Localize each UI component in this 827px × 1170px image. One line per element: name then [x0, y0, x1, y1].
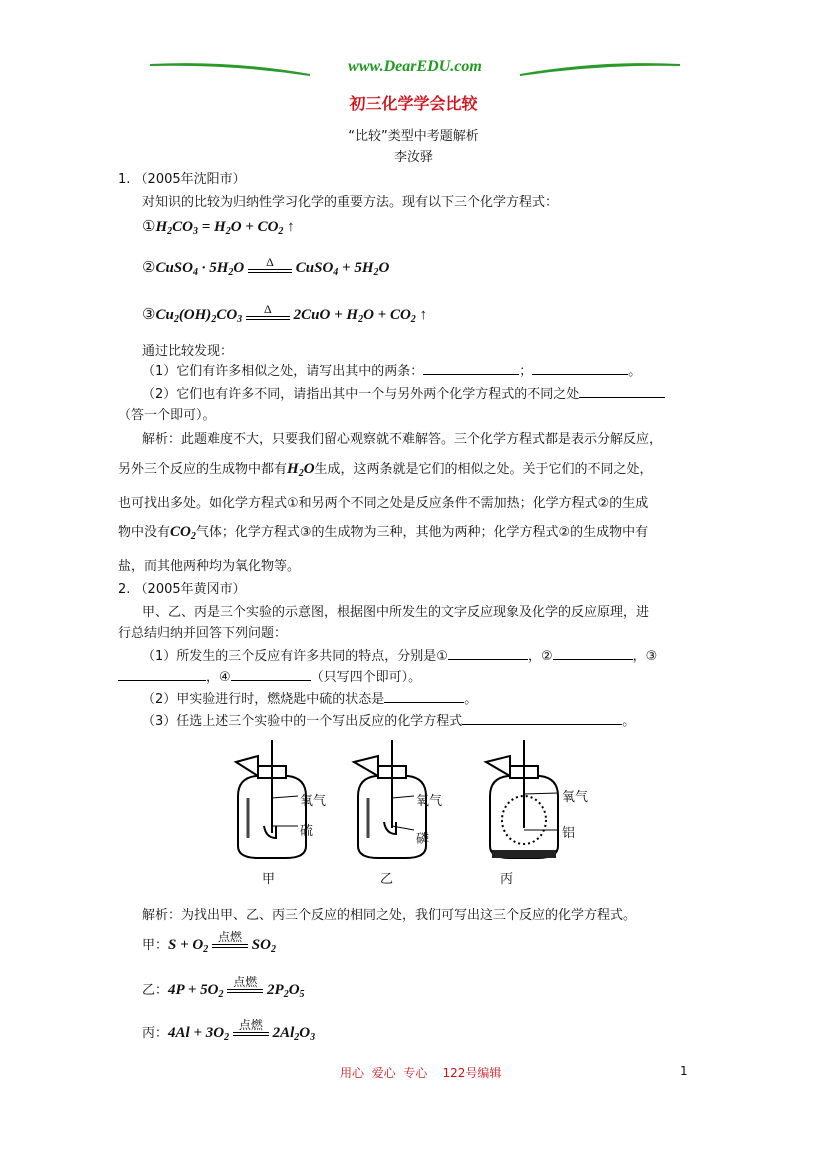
eq-marker-2: ②: [142, 260, 156, 276]
footer-text: 用心 爱心 专心 122号编辑: [340, 1066, 502, 1080]
q1-intro: 对知识的比较为归纳性学习化学的重要方法。现有以下三个化学方程式：: [142, 195, 559, 210]
q2-sub3: [142, 710, 635, 729]
answer-blank[interactable]: [462, 713, 622, 725]
q2-sub2-a: （2）甲实验进行时，燃烧匙中硫的状态是: [142, 692, 385, 707]
eq-marker-1: ①: [142, 219, 156, 235]
eq-bing-label: 丙：: [142, 1026, 169, 1041]
q2-sub1-e: （只写四个即可）。: [310, 670, 422, 685]
site-name[interactable]: www.DearEDU.com: [348, 58, 482, 75]
header-banner: [150, 58, 680, 80]
answer-blank[interactable]: [423, 363, 519, 375]
q2-sub2: [142, 688, 477, 707]
answer-blank[interactable]: [231, 669, 311, 681]
label-phosphorus: 磷: [416, 832, 430, 847]
answer-blank[interactable]: [532, 363, 628, 375]
ignite-label-1: 点燃: [217, 930, 242, 945]
label-jia: 甲: [262, 872, 276, 887]
q2-sub3-a: （3）任选上述三个实验中的一个写出反应的化学方程式: [142, 714, 463, 729]
q1-analysis-4b: 气体；化学方程式③的生成物为三种，其他为两种；化学方程式②的生成物中有: [195, 525, 649, 540]
heat-symbol-2: Δ: [264, 302, 272, 317]
q2-sub1-b: ，②: [527, 649, 553, 664]
q1-number: 1.: [118, 172, 131, 187]
bottle-bing: [486, 740, 558, 858]
q1-sub2: [142, 383, 665, 402]
q1-heading: [118, 168, 246, 187]
q2-analysis: 解析：为找出甲、乙、丙三个反应的相同之处，我们可写出这三个反应的化学方程式。: [142, 908, 637, 923]
answer-blank[interactable]: [448, 648, 528, 660]
q1-sub2-cont: （答一个即可）。: [118, 408, 216, 423]
equation-1: $①H_2CO_3 = H_2O + CO_2$ ↑: [142, 219, 295, 237]
ignite-label-3: 点燃: [238, 1018, 263, 1033]
q1-sub1-end: 。: [628, 364, 642, 379]
q1-sub1: [142, 360, 641, 379]
q2-sub1: [142, 645, 657, 664]
q1-analysis-4a: 物中没有: [118, 525, 171, 540]
q2-sub1-cont: [118, 666, 421, 685]
equation-2: ②CuSO$_4$ · $5H_2O$ Δ CuSO$_4$ + $5H_2O$: [142, 255, 390, 278]
label-bing: 丙: [500, 872, 514, 887]
answer-blank[interactable]: [118, 669, 206, 681]
q2-sub1-d: ，④: [206, 670, 231, 685]
q1-analysis-1: 解析：此题难度不大，只要我们留心观察就不难解答。三个化学方程式都是表示分解反应，: [142, 432, 663, 447]
answer-blank[interactable]: [384, 691, 464, 703]
equation-jia: 甲：$S + O_2$ 点燃 $SO_2$: [142, 930, 276, 955]
q1-sub1-sep: ；: [519, 364, 533, 379]
q2-intro-1: 甲、乙、丙是三个实验的示意图，根据图中所发生的文字反应现象及化学的反应原理，进: [142, 605, 650, 620]
q1-source: （2005年沈阳市）: [134, 172, 246, 187]
author: 李汝驿: [393, 150, 433, 165]
q2-number: 2.: [118, 582, 131, 597]
q2-heading: [118, 578, 246, 597]
label-oxygen-3: 氧气: [562, 790, 589, 805]
answer-blank[interactable]: [553, 648, 633, 660]
q1-analysis-2: 另外三个反应的生成物中都有$H_2O$生成，这两条就是它们的相似之处。关于它们的不同之处，: [118, 461, 653, 479]
label-oxygen-1: 氧气: [300, 794, 327, 809]
q2-sub2-b: 。: [464, 692, 478, 707]
label-aluminum: 铝: [562, 826, 576, 841]
experiment-figure: [228, 738, 628, 888]
q2-intro-2: 行总结归纳并回答下列问题：: [118, 626, 288, 641]
q2-sub1-c: ，③: [632, 649, 658, 664]
page-title: 初三化学学会比较: [349, 94, 478, 113]
heat-symbol: Δ: [266, 255, 274, 270]
q1-sub1-text: （1）它们有许多相似之处，请写出其中的两条：: [142, 364, 424, 379]
eq-marker-3: ③: [142, 307, 156, 323]
q1-analysis-3: 也可找出多处。如化学方程式①和另两个不同之处是反应条件不需加热；化学方程式②的生成: [118, 496, 649, 511]
label-yi: 乙: [380, 872, 394, 887]
q1-analysis-2b: 生成，这两条就是它们的相似之处。关于它们的不同之处，: [314, 462, 653, 477]
q1-compare: 通过比较发现：: [142, 344, 234, 359]
page-subtitle: “比较”类型中考题解析: [348, 129, 479, 144]
label-oxygen-2: 氧气: [416, 794, 443, 809]
q2-source: （2005年黄冈市）: [134, 582, 246, 597]
page-number: 1: [680, 1064, 688, 1078]
q1-analysis-4: 物中没有$CO_2$气体；化学方程式③的生成物为三种，其他为两种；化学方程式②的生成物中有: [118, 524, 649, 542]
eq-jia-label: 甲：: [142, 938, 169, 953]
answer-blank[interactable]: [579, 386, 665, 398]
label-sulfur: 硫: [300, 824, 314, 839]
eq-yi-label: 乙：: [142, 983, 169, 998]
equation-bing: 丙：$4Al + 3O_2$ 点燃 $2Al_2O_3$: [142, 1018, 316, 1043]
q2-sub1-a: （1）所发生的三个反应有许多共同的特点，分别是①: [142, 649, 448, 664]
equation-yi: 乙：$4P + 5O_2$ 点燃 $2P_2O_5$: [142, 975, 305, 1000]
q1-sub2-text: （2）它们也有许多不同，请指出其中一个与另外两个化学方程式的不同之处: [142, 387, 580, 402]
q1-analysis-5: 盐，而其他两种均为氧化物等。: [118, 559, 301, 574]
equation-3: $③Cu_2(OH)_2CO_3$ Δ $2CuO + H_2O + CO_2$ ↑: [142, 302, 428, 325]
ignite-label-2: 点燃: [233, 975, 258, 990]
q1-analysis-2a: 另外三个反应的生成物中都有: [118, 462, 288, 477]
q2-sub3-b: 。: [622, 714, 636, 729]
bottle-jia: [236, 740, 306, 858]
